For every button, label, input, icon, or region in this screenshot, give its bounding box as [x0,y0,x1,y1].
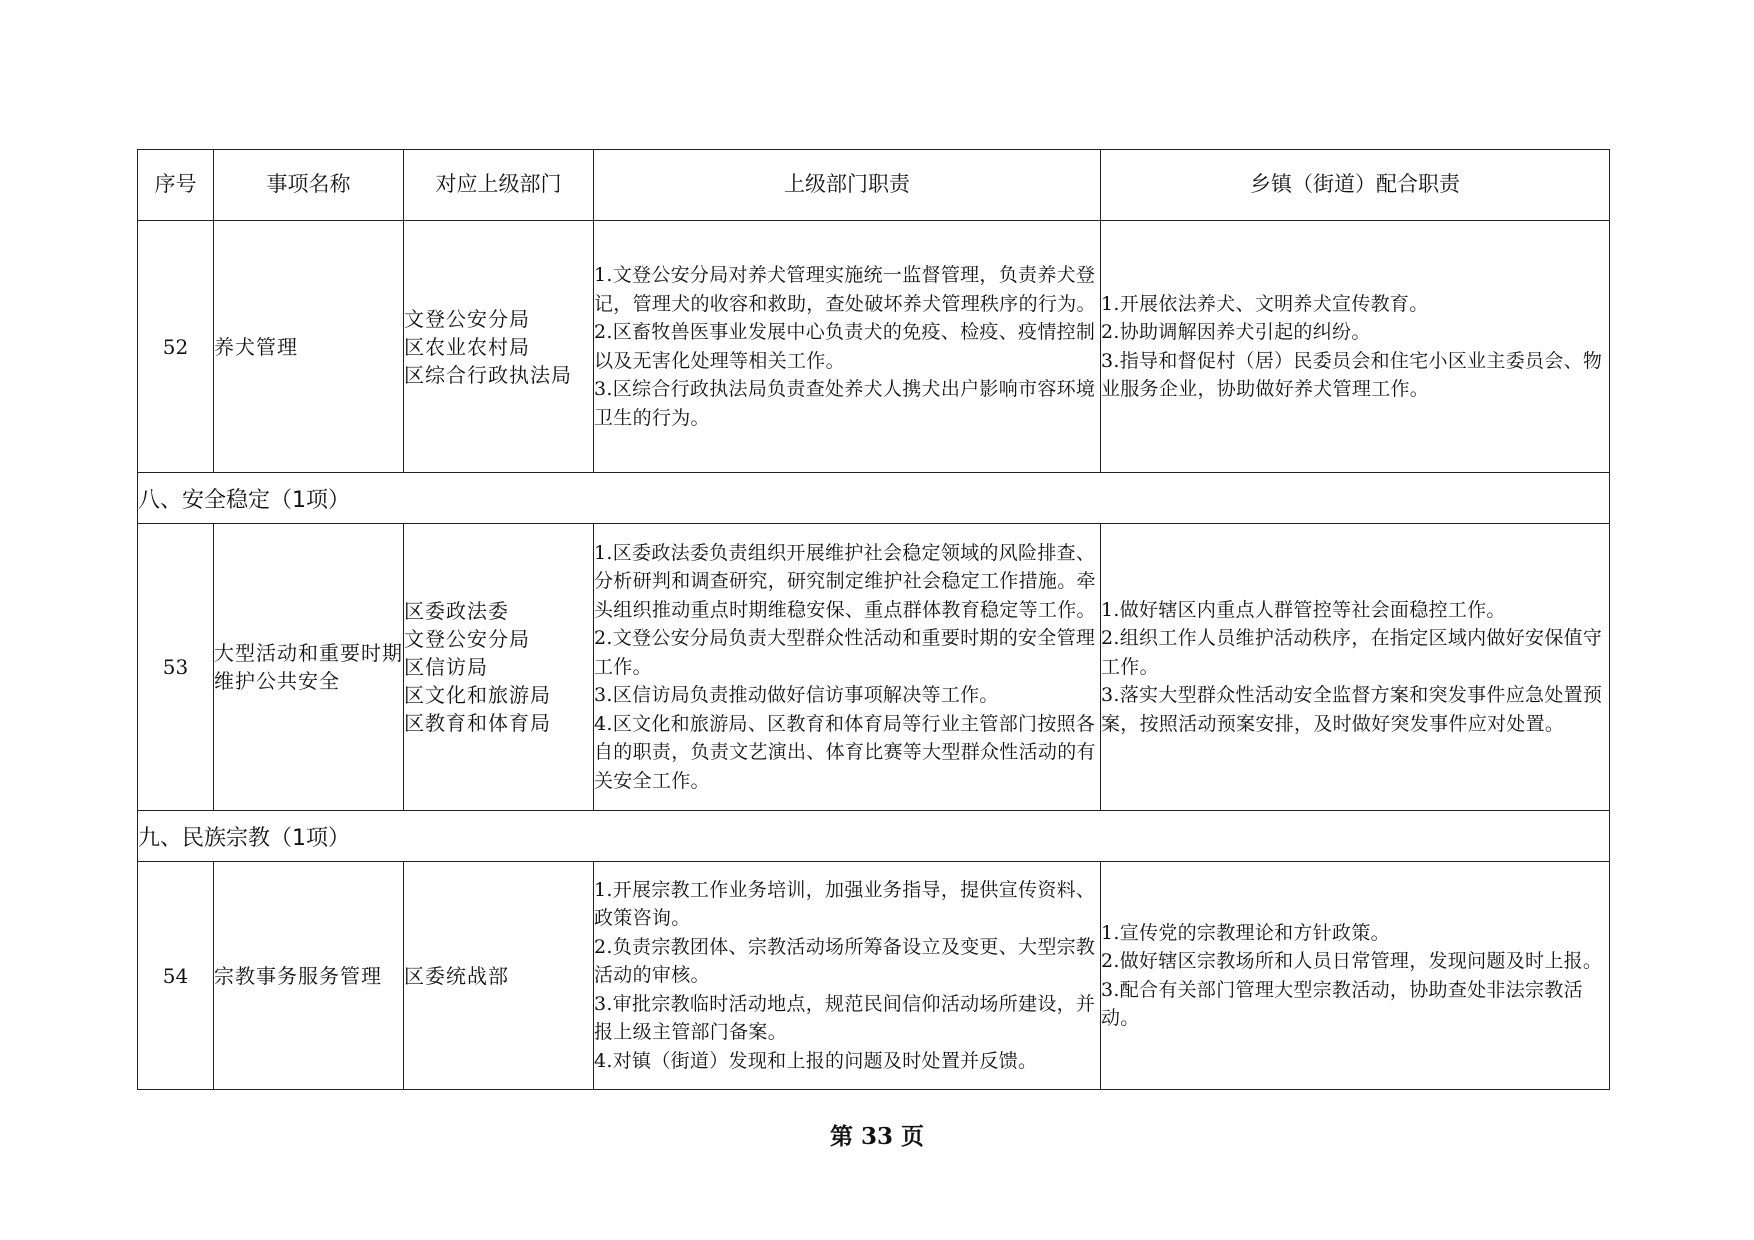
department-list [404,221,594,473]
duty-item: 1.文登公安分局对养犬管理实施统一监督管理，负责养犬登记，管理犬的收容和救助，查处破坏养犬管理秩序的行为。 [594,264,1096,315]
department-list [404,524,594,811]
duty-item: 3.落实大型群众性活动安全监督方案和突发事件应急处置预案，按照活动预案安排，及时做好突发事件应对处置。 [1101,684,1603,735]
section-row [138,473,1610,524]
duty-item: 2.负责宗教团体、宗教活动场所筹备设立及变更、大型宗教活动的审核。 [594,935,1096,987]
duty-item: 2.做好辖区宗教场所和人员日常管理，发现问题及时上报。 [1101,950,1603,972]
department: 区委统战部 [404,963,509,988]
town-duties [1101,524,1610,811]
superior-duties [594,862,1101,1090]
duty-item: 3.审批宗教临时活动地点，规范民间信仰活动场所建设，并报上级主管部门备案。 [594,992,1096,1044]
page-number: 第 33 页 [829,1123,925,1150]
duty-item: 1.做好辖区内重点人群管控等社会面稳控工作。 [1101,598,1506,621]
superior-duties [594,524,1101,811]
department: 区信访局 [404,655,488,679]
row-index: 54 [138,862,214,1090]
department: 区教育和体育局 [404,711,551,735]
duty-item: 1.开展依法养犬、文明养犬宣传教育。 [1101,292,1429,315]
table-row [138,524,1610,811]
header-item-name: 事项名称 [214,150,404,221]
department: 文登公安分局 [404,627,530,651]
duty-item: 1.区委政法委负责组织开展维护社会稳定领域的风险排查、分析研判和调查研究，研究制定维护社会稳定工作措施。牵头组织推动重点时期维稳安保、重点群体教育稳定等工作。 [594,541,1096,621]
duty-item: 4.对镇（街道）发现和上报的问题及时处置并反馈。 [594,1049,1038,1072]
section-title: 九、民族宗教（1项） [138,811,1610,862]
section-row [138,811,1610,862]
town-duties [1101,221,1610,473]
row-index: 52 [138,221,214,473]
table-header-row [138,150,1610,221]
section-title: 八、安全稳定（1项） [138,473,1610,524]
header-index: 序号 [138,150,214,221]
town-duties [1101,862,1610,1090]
duty-item: 3.指导和督促村（居）民委员会和住宅小区业主委员会、物业服务企业，协助做好养犬管理工作。 [1101,349,1603,400]
header-superior-department: 对应上级部门 [404,150,594,221]
row-index: 53 [138,524,214,811]
department: 区文化和旅游局 [404,683,551,707]
duty-item: 2.文登公安分局负责大型群众性活动和重要时期的安全管理工作。 [594,627,1096,678]
duty-item: 2.协助调解因养犬引起的纠纷。 [1101,321,1371,343]
department: 区农业农村局 [404,334,530,359]
duty-item: 4.区文化和旅游局、区教育和体育局等行业主管部门按照各自的职责，负责文艺演出、体育比赛等大型群众性活动的有关安全工作。 [594,712,1096,792]
table-row [138,862,1610,1090]
department: 区委政法委 [404,599,509,623]
department: 区综合行政执法局 [404,362,572,387]
duty-table [137,149,1610,1090]
duty-item: 1.开展宗教工作业务培训，加强业务指导，提供宣传资料、政策咨询。 [594,878,1096,930]
item-name: 养犬管理 [214,221,404,473]
duty-item: 1.宣传党的宗教理论和方针政策。 [1101,921,1390,944]
duty-item: 2.组织工作人员维护活动秩序，在指定区域内做好安保值守工作。 [1101,627,1603,678]
duty-item: 3.区信访局负责推动做好信访事项解决等工作。 [594,684,999,707]
superior-duties [594,221,1101,473]
item-name: 宗教事务服务管理 [214,862,404,1090]
duty-item: 3.配合有关部门管理大型宗教活动，协助查处非法宗教活动。 [1101,978,1583,1029]
table-row [138,221,1610,473]
header-superior-duties: 上级部门职责 [594,150,1101,221]
department-list [404,862,594,1090]
header-town-duties: 乡镇（街道）配合职责 [1101,150,1610,221]
duty-item: 2.区畜牧兽医事业发展中心负责犬的免疫、检疫、疫情控制以及无害化处理等相关工作。 [594,321,1096,372]
item-name: 大型活动和重要时期维护公共安全 [214,524,404,811]
duty-item: 3.区综合行政执法局负责查处养犬人携犬出户影响市容环境卫生的行为。 [594,378,1096,429]
department: 文登公安分局 [404,306,530,331]
